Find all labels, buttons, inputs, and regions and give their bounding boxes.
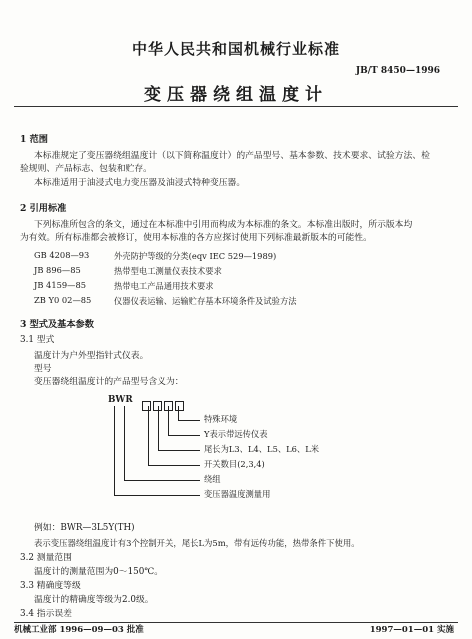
model-example-desc: 表示变压器绕组温度计有3个控制开关，尾长L为5m，带有远传功能，热带条件下使用。 — [34, 538, 360, 548]
document-title: 变压器绕组温度计 — [144, 85, 328, 105]
implementation-date: 1997—01—01 实施 — [369, 625, 454, 635]
header-rule — [14, 106, 458, 107]
callout-label: 绕组 — [204, 474, 221, 484]
section-3-1-title: 3.1 型式 — [20, 335, 55, 345]
ref-code: ZB Y0 02—85 — [34, 295, 92, 305]
callout-label: 变压器温度测量用 — [204, 489, 271, 499]
standard-code: JB/T 8450—1996 — [355, 66, 440, 76]
section-3-4-title: 3.4 指示误差 — [20, 609, 72, 619]
section-3-2-para: 温度计的测量范围为0～150℃。 — [34, 567, 163, 577]
callout-line — [114, 495, 200, 496]
callout-line — [168, 435, 200, 436]
model-box — [175, 401, 184, 411]
callout-line — [158, 406, 159, 451]
callout-line — [168, 406, 169, 436]
ref-title: 热带型电工测量仪表技术要求 — [114, 266, 222, 276]
section-3-1-para-2: 变压器绕组温度计的产品型号含义为： — [34, 377, 184, 387]
section-1-para-1b: 验规则、产品标志、包装和贮存。 — [20, 164, 152, 174]
section-3-2-title: 3.2 测量范围 — [20, 553, 72, 563]
ref-code: JB 896—85 — [34, 265, 81, 275]
callout-label: Y表示带远传仪表 — [204, 429, 268, 439]
callout-line — [124, 406, 125, 481]
ref-title: 仪器仪表运输、运输贮存基本环境条件及试验方法 — [114, 296, 297, 306]
callout-line — [114, 406, 115, 496]
issuer-title: 中华人民共和国机械行业标准 — [131, 40, 340, 58]
callout-label: 特殊环境 — [204, 414, 238, 424]
approval-note: 机械工业部 1996—09—03 批准 — [14, 625, 144, 635]
callout-line — [178, 420, 200, 421]
model-prefix: BWR — [108, 395, 133, 405]
section-2-para-1a: 下列标准所包含的条文，通过在本标准中引用而构成为本标准的条文。本标准出版时，所示版本均 — [34, 220, 413, 230]
ref-code: JB 4159—85 — [34, 280, 87, 290]
section-3-title: 3 型式及基本参数 — [20, 319, 94, 330]
callout-line — [178, 406, 179, 421]
section-1-para-1a: 本标准规定了变压器绕组温度计（以下简称温度计）的产品型号、基本参数、技术要求、试验方法、检 — [34, 151, 430, 161]
section-1-para-2: 本标准适用于油浸式电力变压器及油浸式特种变压器。 — [34, 178, 246, 188]
section-3-3-para: 温度计的精确度等级为2.0级。 — [34, 595, 154, 605]
ref-code: GB 4208—93 — [34, 250, 90, 260]
model-box — [142, 401, 151, 411]
callout-line — [148, 465, 200, 466]
section-1-title: 1 范围 — [20, 134, 48, 145]
ref-title: 外壳防护等级的分类(eqv IEC 529—1989) — [114, 251, 277, 261]
callout-label: 开关数目(2,3,4) — [204, 459, 265, 469]
callout-label: 尾长为L3、L4、L5、L6、L米 — [204, 444, 320, 454]
ref-title: 热带电工产品通用技术要求 — [114, 281, 214, 291]
section-2-title: 2 引用标准 — [20, 203, 67, 214]
callout-line — [124, 480, 200, 481]
section-2-para-1b: 为有效。所有标准都会被修订，使用本标准的各方应探讨使用下列标准最新版本的可能性。 — [20, 233, 372, 243]
section-3-3-title: 3.3 精确度等级 — [20, 581, 81, 591]
section-3-1-subtitle: 型号 — [34, 364, 52, 374]
section-3-1-para-1: 温度计为户外型指针式仪表。 — [34, 351, 149, 361]
callout-line — [158, 450, 200, 451]
callout-line — [148, 406, 149, 466]
model-example: 例如：BWR—3L5Y(TH) — [34, 523, 135, 533]
